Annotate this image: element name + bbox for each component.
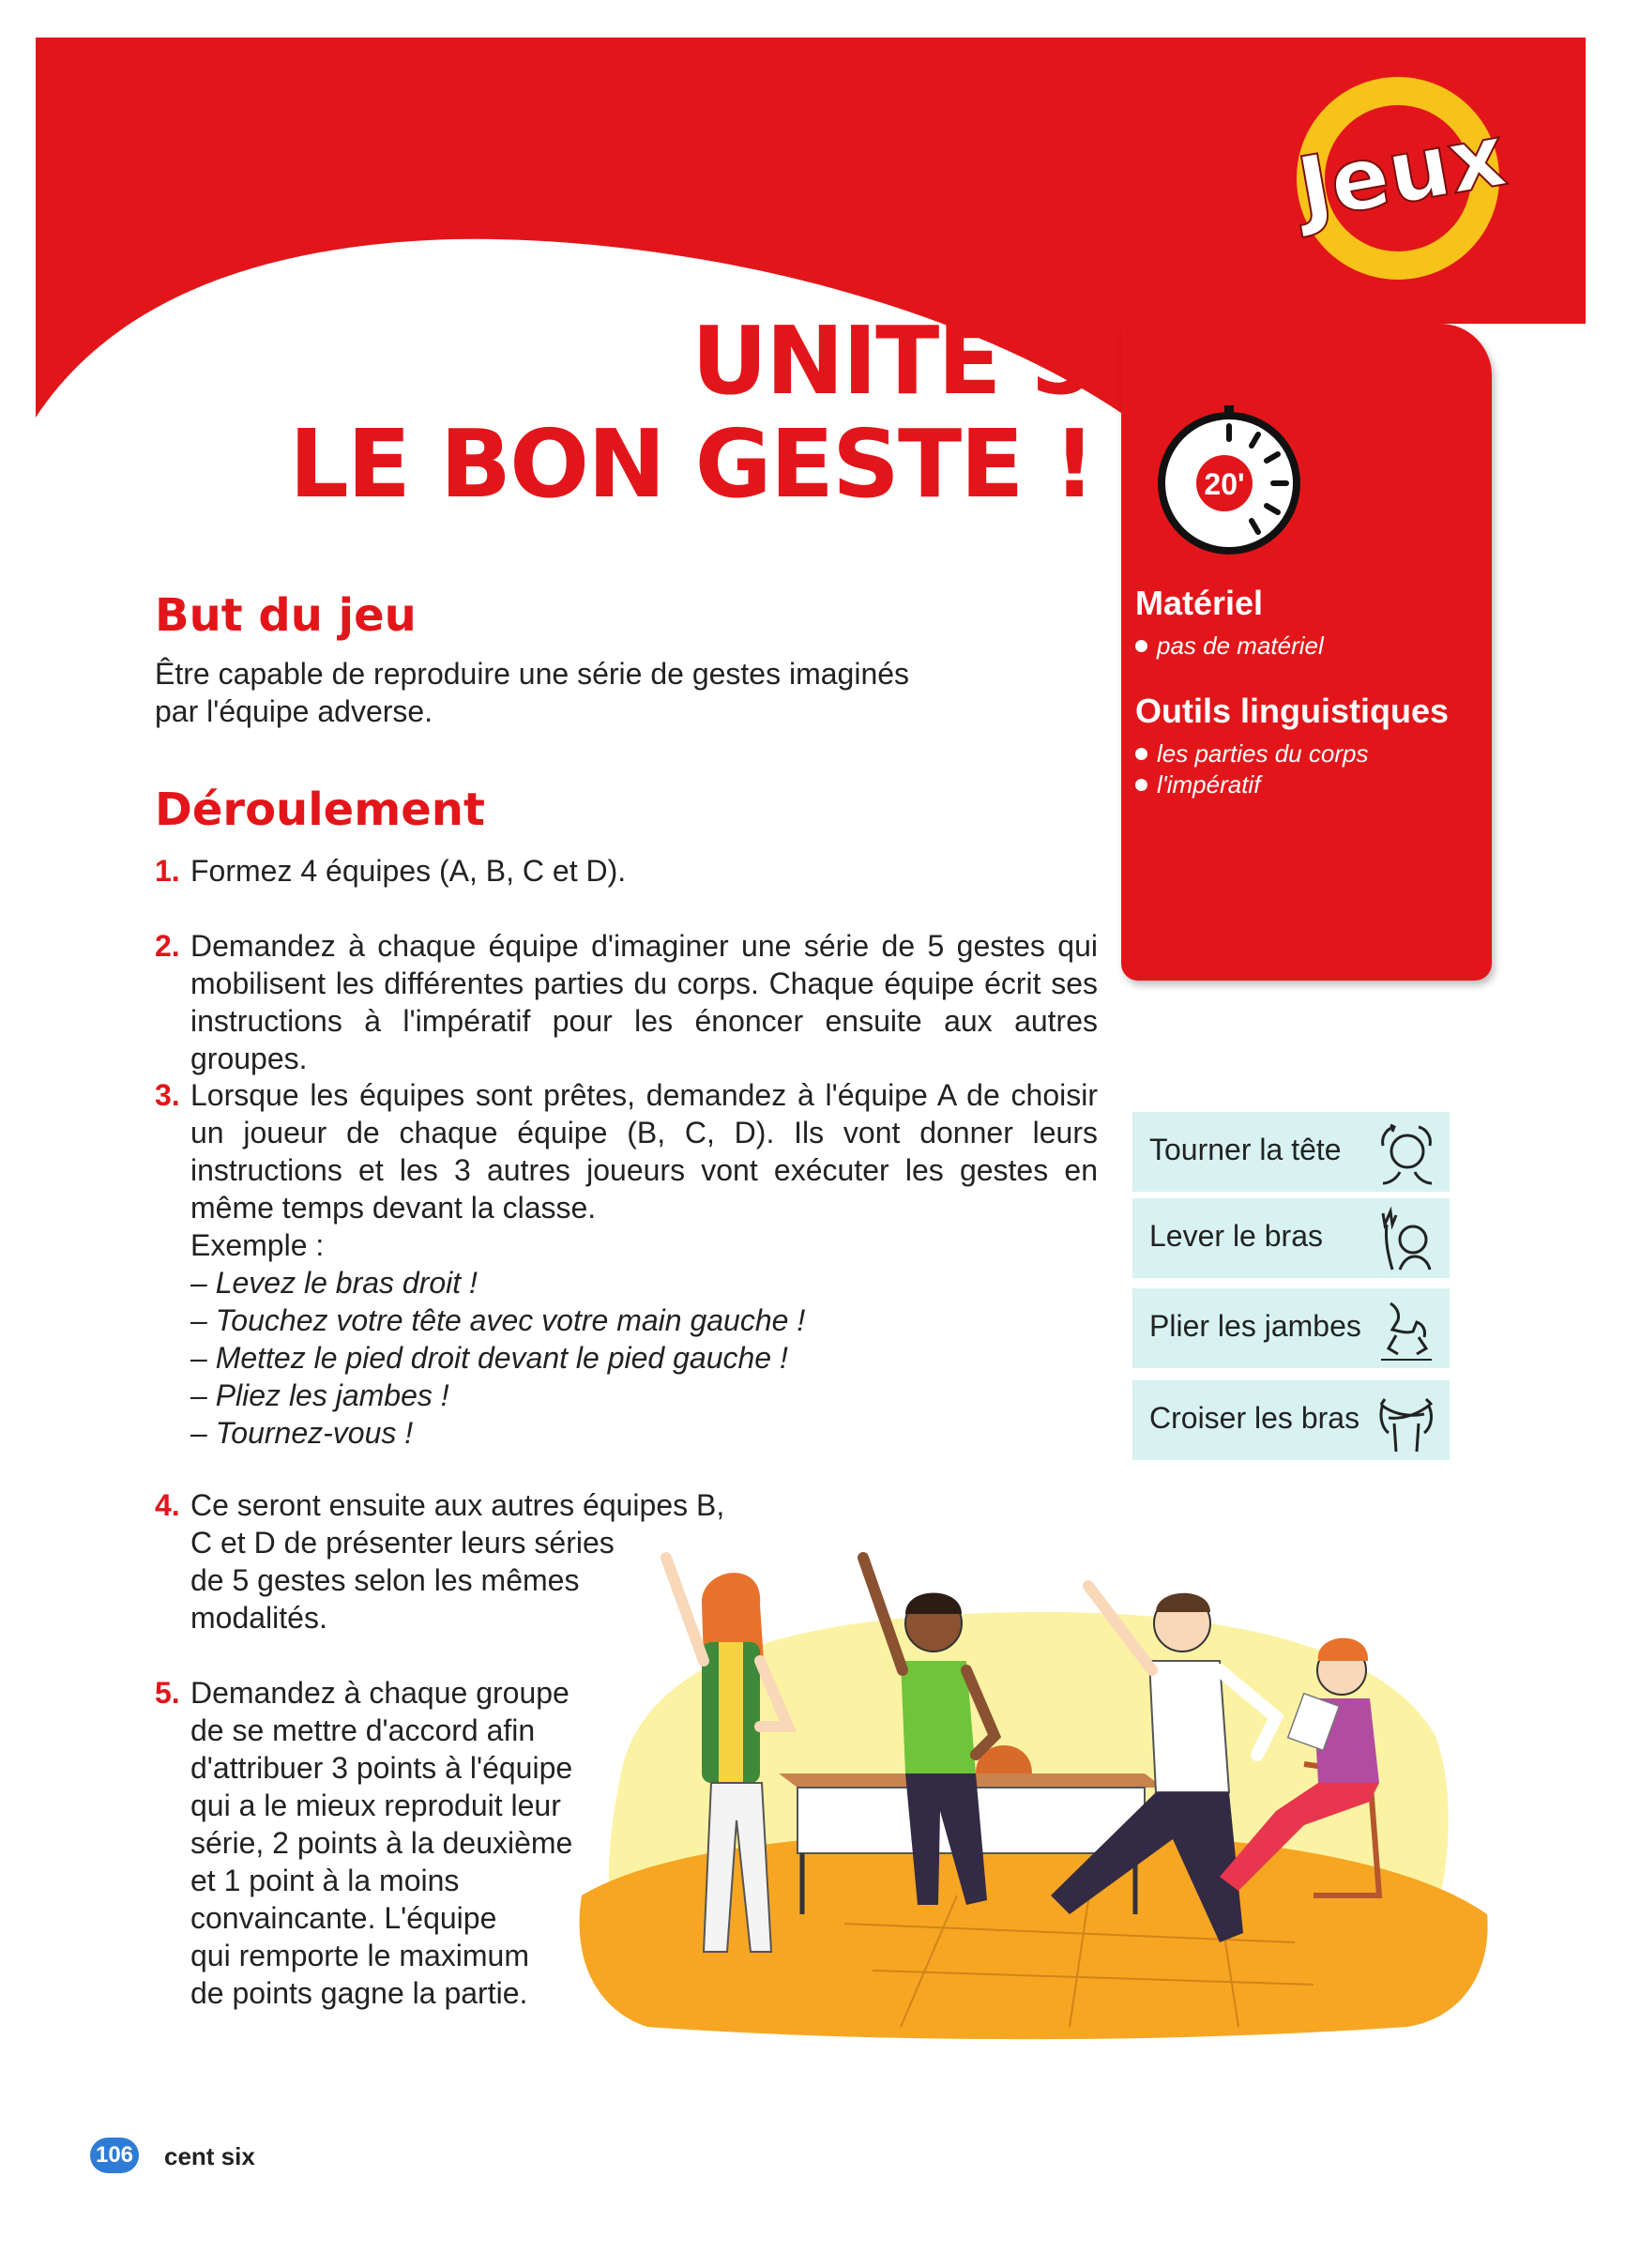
game-title: LE BON GESTE ! <box>289 409 1094 519</box>
materiel-item: pas de matériel <box>1135 631 1324 662</box>
cross-arms-icon <box>1372 1386 1442 1456</box>
unit-title: UNITÉ 5 <box>691 306 1094 416</box>
gesture-label: Tourner la tête <box>1149 1133 1342 1166</box>
timer-value: 20' <box>1204 467 1245 501</box>
page-number: 106 <box>90 2138 139 2173</box>
gesture-card <box>1132 1380 1450 1460</box>
goal-text: Être capable de reproduire une série de gestes imaginés par l'équipe adverse. <box>155 657 910 728</box>
example-label: Exemple : <box>190 1228 325 1262</box>
gesture-label: Plier les jambes <box>1149 1309 1361 1343</box>
outils-item: les parties du corps <box>1135 738 1368 769</box>
example-item: – Touchez votre tête avec votre main gauche ! <box>190 1303 806 1337</box>
outils-item: l'impératif <box>1135 769 1260 800</box>
raise-arm-icon <box>1372 1204 1442 1274</box>
gesture-card <box>1132 1288 1450 1368</box>
example-item: – Mettez le pied droit devant le pied gauche ! <box>190 1341 788 1375</box>
outils-heading: Outils linguistiques <box>1135 692 1450 730</box>
gesture-label: Croiser les bras <box>1149 1401 1360 1435</box>
head-turn-icon <box>1372 1118 1442 1188</box>
procedure-heading: Déroulement <box>155 784 485 836</box>
step-4: 4. Ce seront ensuite aux autres équipes B, C et D de présenter leurs séries de 5 gestes selon les mêmes modalités. <box>155 1488 725 1635</box>
step-1: 1. Formez 4 équipes (A, B, C et D). <box>155 854 627 888</box>
gesture-card <box>1132 1198 1450 1278</box>
gesture-label: Lever le bras <box>1149 1219 1323 1253</box>
step-3: 3. Lorsque les équipes sont prêtes, demandez à l'équipe A de choisir un joueur de chaque équipe (B, C, D). Ils vont donner leurs instructions et les 3 autres joueurs vont exécuter les gestes en même temps devant la classe. Exemple : – Levez le bras droit ! – Touchez votre tête avec votre main gauche ! – Mettez le pied droit devant le pied gauche ! – Pliez les jambes ! – Tournez-vous ! <box>155 1078 1098 1450</box>
timer-icon <box>1149 403 1309 563</box>
goal-heading: But du jeu <box>155 589 417 642</box>
bend-legs-icon <box>1372 1294 1442 1364</box>
materiel-heading: Matériel <box>1135 584 1264 622</box>
example-item: – Levez le bras droit ! <box>190 1266 478 1300</box>
step-2: 2. Demandez à chaque équipe d'imaginer une série de 5 gestes qui mobilisent les différentes parties du corps. Chaque équipe écrit ses instructions à l'impératif pour les énoncer ensuite aux autres groupes. <box>155 929 1098 1075</box>
step-5: 5. Demandez à chaque groupe de se mettre d'accord afin d'attribuer 3 points à l'équipe qui a le mieux reproduit leur série, 2 points à la deuxième et 1 point à la moins convaincante. L'équipe qui remporte le maximum de points gagne la partie. <box>155 1676 573 2010</box>
example-item: – Pliez les jambes ! <box>190 1378 449 1412</box>
classroom-illustration <box>563 1501 1501 2041</box>
jeux-badge-text: Jeux <box>1290 104 1513 240</box>
example-item: – Tournez-vous ! <box>190 1416 414 1450</box>
page-number-words: cent six <box>164 2142 255 2170</box>
gesture-card <box>1132 1112 1450 1192</box>
